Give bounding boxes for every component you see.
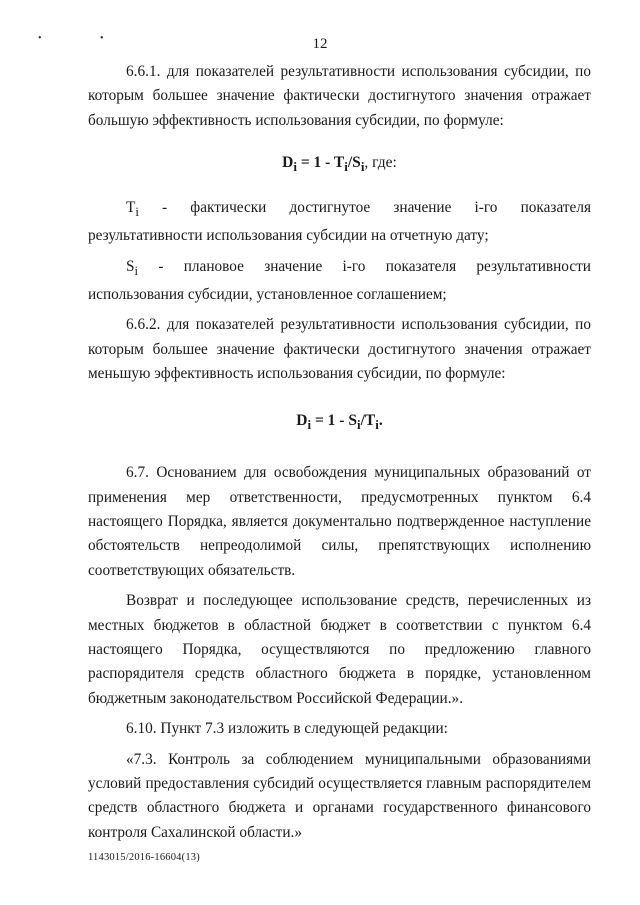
paragraph-6-6-1: 6.6.1. для показателей результативности использования субсидии, по которым большее значение фактически достигнутого значения отражает большую эффективность использования субсидии, по формуле:	[88, 63, 591, 129]
formula-1-sub-i: i	[293, 159, 297, 175]
si-subscript: i	[134, 263, 139, 278]
document-footer-id: 1143015/2016-16604(13)	[88, 852, 200, 863]
paragraph-7-3: «7.3. Контроль за соблюдением муниципальными образованиями условий предоставления субсидий осуществляется главным распорядителем средств областного бюджета и органами государственного финансового контроля Сахалинской области.»	[88, 750, 591, 841]
formula-2-sub-s: i	[356, 416, 361, 432]
formula-2	[88, 409, 591, 438]
formula-1-slash: /S	[347, 154, 361, 172]
ti-symbol: T	[126, 198, 136, 216]
formula-1-sub-s: i	[360, 159, 365, 175]
formula-2-slash: /T	[360, 411, 376, 429]
formula-1-tail: , где:	[364, 154, 397, 172]
page-number: 12	[312, 36, 328, 52]
formula-1-d: D	[282, 154, 294, 172]
ti-text: - фактически достигнутое значение i-го показателя результативности использования субсидии на отчетную дату;	[88, 198, 591, 245]
si-text: - плановое значение i-го показателя результативности использования субсидии, установленное соглашением;	[88, 257, 591, 304]
formula-2-tail: .	[378, 411, 383, 429]
paragraph-ti-definition	[88, 196, 591, 249]
si-symbol: S	[126, 257, 135, 275]
document-body	[88, 60, 591, 845]
formula-1	[88, 151, 591, 180]
formula-2-mid: = 1 - S	[311, 411, 357, 429]
formula-1-mid: = 1 - T	[296, 154, 345, 172]
ti-subscript: i	[135, 204, 139, 219]
formula-1-sub-t: i	[344, 159, 348, 175]
paragraph-6-10: 6.10. Пункт 7.3 изложить в следующей редакции:	[126, 720, 448, 738]
scan-specks: • •	[38, 33, 132, 44]
formula-2-sub-i: i	[307, 416, 312, 432]
paragraph-return: Возврат и последующее использование средств, перечисленных из местных бюджетов в областной бюджет в соответствии с пунктом 6.4 настоящего Порядка, осуществляются по предложению главного распорядителя средств областного бюджета в порядке, установленном бюджетным законодательством Российской Федерации.».	[88, 592, 591, 707]
formula-2-sub-t: i	[375, 416, 379, 432]
formula-2-d: D	[296, 411, 308, 429]
paragraph-si-definition	[88, 255, 591, 308]
paragraph-6-6-2: 6.6.2. для показателей результативности использования субсидии, по которым большее значение фактически достигнутого значения отражает меньшую эффективность использования субсидии, по формуле:	[88, 316, 591, 383]
paragraph-6-7: 6.7. Основанием для освобождения муниципальных образований от применения мер ответственности, предусмотренных пунктом 6.4 настоящего Порядка, является документально подтвержденное наступление обстоятельств непреодолимой силы, препятствующих исполнению соответствующих обязательств.	[88, 464, 591, 579]
